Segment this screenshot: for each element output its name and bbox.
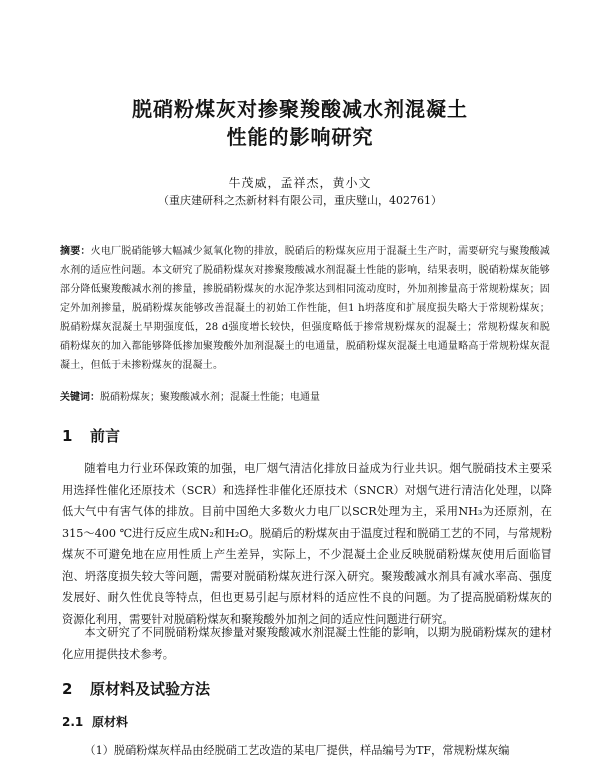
subsection-number: 2.1 [62,715,84,729]
paper-title-line1: 脱硝粉煤灰对掺聚羧酸减水剂混凝土 [132,97,468,121]
keywords-text: 脱硝粉煤灰；聚羧酸减水剂；混凝土性能；电通量 [100,392,320,403]
intro-paragraph-1: 随着电力行业环保政策的加强，电厂烟气清洁化排放日益成为行业共识。烟气脱硝技术主要采用选择性催化还原技术（SCR）和选择性非催化还原技术（SNCR）对烟气进行清洁化处理，以降低大气中有害气体的排放。目前中国绝大多数火力电厂以SCR处理为主，采用NH₃为还原剂，在315～400 ℃进行反应生成N₂和H₂O。脱硝后的粉煤灰由于温度过程和脱硝工艺的不同，与常规粉煤灰不可避免地在应用性质上产生差异，实际上，不少混凝土企业反映脱硝粉煤灰使用后面临冒泡、坍落度损失较大等问题，需要对脱硝粉煤灰进行深入研究。聚羧酸减水剂具有减水率高、强度发展好、耐久性优良等特点，但也更易引起与原材料的适应性不良的问题。为了提高脱硝粉煤灰的资源化利用，需要针对脱硝粉煤灰和聚羧酸外加剂之间的适应性问题进行研究。 [62,462,552,626]
section-heading-1 [62,425,120,446]
intro-paragraph-2: 本文研究了不同脱硝粉煤灰掺量对聚羧酸减水剂混凝土性能的影响，以期为脱硝粉煤灰的建材化应用提供技术参考。 [62,626,552,661]
materials-paragraph: （1）脱硝粉煤灰样品由经脱硝工艺改造的某电厂提供，样品编号为TF，常规粉煤灰编 [84,744,510,757]
section-number: 1 [62,427,73,445]
keywords [60,389,550,407]
paper-title-line2: 性能的影响研究 [226,125,374,149]
section-title: 前言 [90,427,121,445]
subsection-heading-2-1 [62,713,128,730]
abstract-label: 摘要： [60,246,91,257]
section-number: 2 [62,680,73,698]
abstract-text: 火电厂脱硝能够大幅减少氮氧化物的排放，脱硝后的粉煤灰应用于混凝土生产时，需要研究与聚羧酸减水剂的适应性问题。本文研究了脱硝粉煤灰对掺聚羧酸减水剂混凝土性能的影响，结果表明，脱硝粉煤灰能够部分降低聚羧酸减水剂的掺量，掺脱硝粉煤灰的水泥净浆达到相同流动度时，外加剂掺量高于常规粉煤灰；固定外加剂掺量，脱硝粉煤灰能够改善混凝土的初始工作性能，但1 h坍落度和扩展度损失略大于常规粉煤灰；脱硝粉煤灰混凝土早期强度低，28 d强度增长较快，但强度略低于掺常规粉煤灰的混凝土；常规粉煤灰和脱硝粉煤灰的加入都能够降低掺加聚羧酸外加剂混凝土的电通量，脱硝粉煤灰混凝土电通量略高于常规粉煤灰混凝土，但低于未掺粉煤灰的混凝土。 [60,246,550,371]
section-title: 原材料及试验方法 [90,680,211,698]
authors: 牛茂威，孟祥杰，黄小文 [228,176,372,190]
affiliation: （重庆建研科之杰新材料有限公司，重庆璧山，402761） [158,194,442,207]
keywords-label: 关键词： [60,392,100,403]
section-heading-2 [62,678,210,699]
subsection-title: 原材料 [92,715,129,729]
abstract [60,242,550,375]
